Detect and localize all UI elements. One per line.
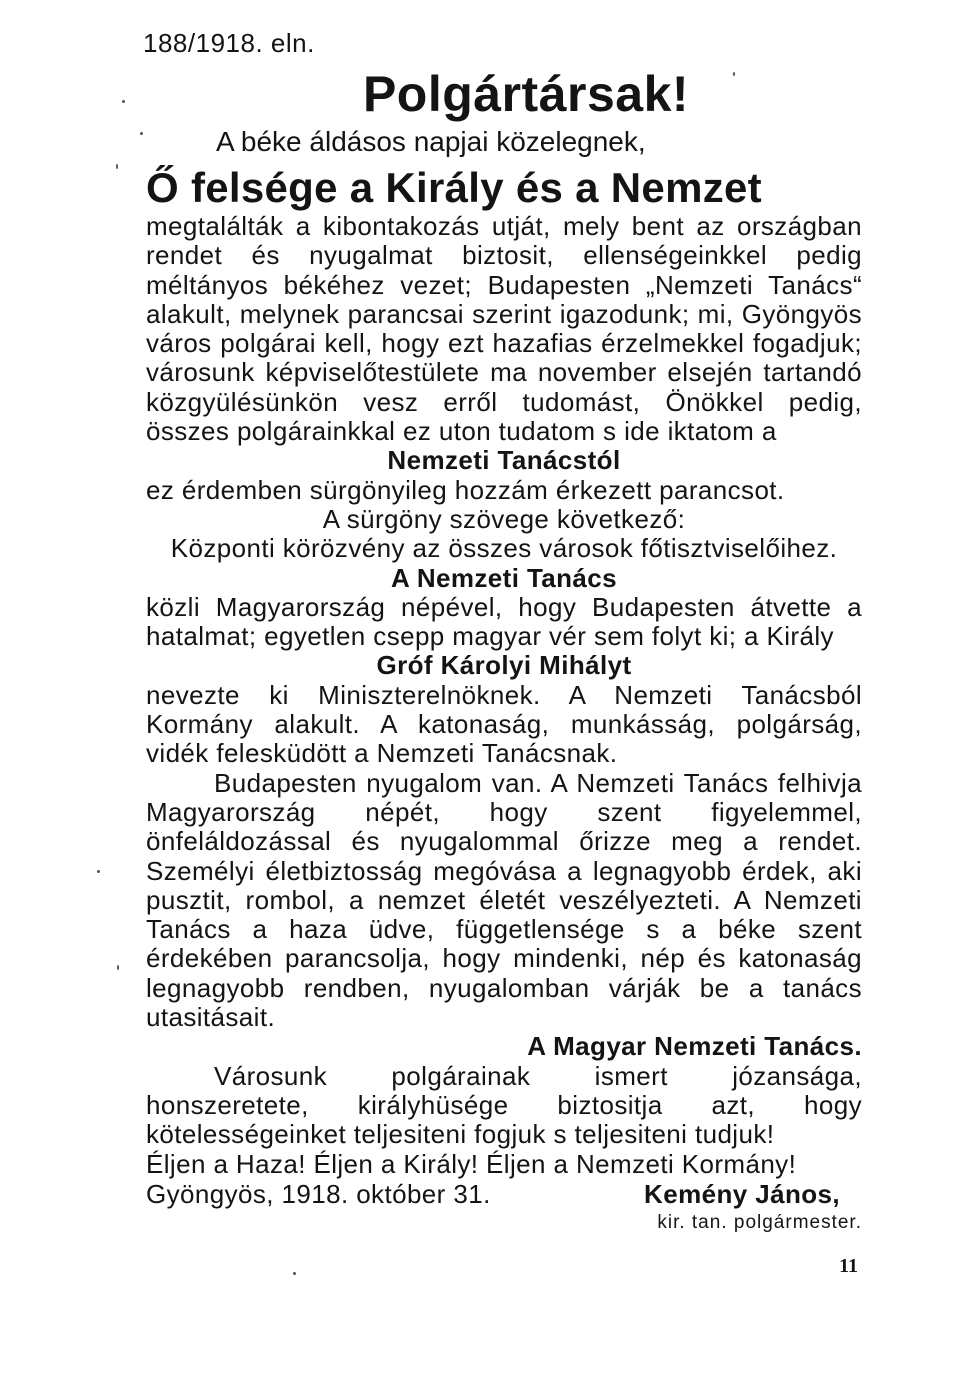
print-speck — [733, 72, 735, 76]
cheers-line: Éljen a Haza! Éljen a Király! Éljen a Nemzeti Kormány! — [146, 1148, 797, 1179]
print-speck — [97, 870, 100, 873]
council-signature: A Magyar Nemzeti Tanács. — [527, 1031, 862, 1062]
circular-line: Központi körözvény az összes városok főtisztviselőihez. — [170, 533, 838, 564]
paragraph-4: nevezte ki Miniszterelnöknek. A Nemzeti Tanácsból Kormány alakult. A katonaság, munkásság, polgárság, vidék felesküdött a Nemzeti Tanácsnak. — [146, 679, 862, 769]
council-heading: A Nemzeti Tanács — [390, 562, 618, 593]
telegram-intro: A sürgöny szövege következő: — [322, 503, 686, 534]
print-speck — [117, 965, 119, 970]
paragraph-5: Budapesten nyugalom van. A Nemzeti Tanács felhivja Magyarország népét, hogy szent figyelemmel, önfeláldozással és nyugalommal őrizze meg a rendet. Személyi életbiztosság megóvása a legnagyobb érdek, aki pusztit, rombol, a nemzet életét veszélyezteti. A Nemzeti Tanács a haza üdve, függetlensége s a béke szent érdekében parancsolja, hogy mindenki, nép és katonaság legnagyobb rendben, nyugalomban várják be a tanács utasitásait. — [146, 767, 862, 1033]
print-speck — [122, 100, 125, 103]
paragraph-2: ez érdemben sürgönyileg hozzám érkezett parancsot. — [146, 474, 785, 505]
print-speck — [140, 132, 143, 135]
count-name-heading: Gróf Károlyi Mihályt — [376, 650, 632, 681]
print-speck — [116, 164, 118, 169]
page-number: 11 — [839, 1254, 858, 1277]
paragraph-1: megtalálták a kibontakozás utját, mely bent az országban rendet és nyugalmat biztosit, ellenségeinkkel pedig méltányos békéhez vezet; Budapesten „Nemzeti Tanács“ alakult, melynek parancsai szerint igazodunk; mi, Gyöngyös város polgárai kell, hogy ezt hazafias érzelmekkel fogadjuk; városunk képviselőtestülete ma november elsején tartandó közgyülésünkön vesz erről tudomást, Önökkel pedig, összes polgárainkkal ez uton tudatom s ide iktatom a — [146, 211, 862, 447]
place-date: Gyöngyös, 1918. október 31. — [146, 1178, 491, 1209]
signer-name: Kemény János, — [644, 1178, 840, 1209]
signature-line — [146, 1179, 862, 1209]
page-title: Polgártársak! — [362, 66, 690, 122]
signer-title: kir. tan. polgármester. — [657, 1211, 862, 1233]
reference-number: 188/1918. eln. — [143, 28, 315, 58]
paragraph-3: közli Magyarország népével, hogy Budapesten átvette a hatalmat; egyetlen csepp magyar vér sem folyt ki; a Király — [146, 591, 862, 652]
council-from-heading: Nemzeti Tanácstól — [387, 445, 621, 476]
print-speck — [293, 1272, 296, 1275]
paragraph-6: Városunk polgárainak ismert józansága, honszeretete, királyhüsége biztositja azt, hogy kötelességeinket teljesiteni fogjuk s teljesiteni tudjuk! — [146, 1060, 862, 1150]
intro-line: A béke áldásos napjai közelegnek, — [216, 126, 646, 157]
document-page — [143, 28, 862, 1278]
headline: Ő felsége a Király és a Nemzet — [146, 164, 762, 211]
